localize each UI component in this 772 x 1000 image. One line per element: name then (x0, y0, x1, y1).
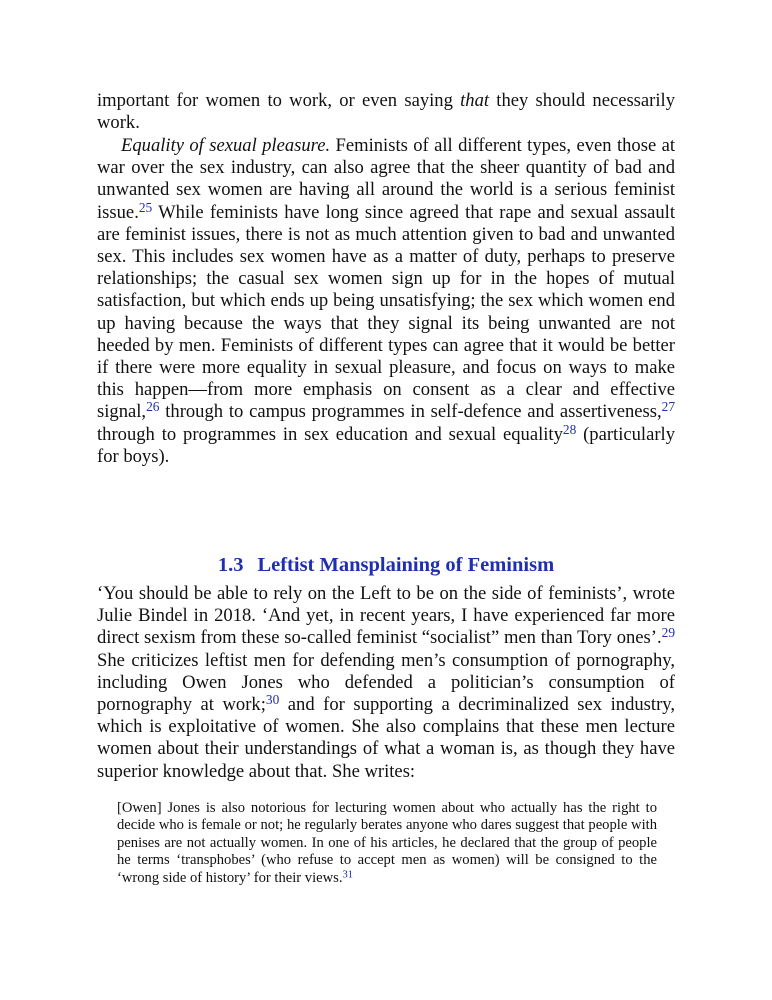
paragraph-text: through to programmes in sex education and sexual equality (97, 423, 563, 445)
section-heading (0, 554, 772, 577)
footnote-ref-29[interactable]: 29 (661, 625, 675, 641)
paragraph-text: they should necessarily work. (97, 90, 675, 134)
paragraph-text: and for supporting a decriminalized sex industry, which is exploitative of women. She also complains that these men lecture women about their understandings of what a woman is, as though they have superior knowledge about that. She writes: (97, 694, 675, 782)
emphasized-word: that (460, 90, 490, 111)
quote-text: [Owen] Jones is also notorious for lecturing women about who actually has the right to decide who is female or not; he regularly berates anyone who dares suggest that people with penises are not actually women. In one of his articles, he declared that the group of people he terms ‘transphobes’ (who refuse to accept men as women) will be consigned to the ‘wrong side of history’ for their views. (117, 800, 657, 886)
footnote-ref-31[interactable]: 31 (342, 868, 353, 880)
footnote-ref-27[interactable]: 27 (661, 399, 675, 415)
paragraph-text: through to campus programmes in self-defence and assertiveness, (159, 401, 662, 423)
section-number: 1.3 (217, 554, 244, 576)
paragraph-text: ‘You should be able to rely on the Left to be on the side of feminists’, wrote Julie Bindel in 2018. ‘And yet, in recent years, I have experienced far more direct sexism from these so-called feminist “socialist” men than Tory ones’. (97, 583, 675, 649)
paragraph-text: While feminists have long since agreed that rape and sexual assault are feminist issues, there is not as much attention given to bad and unwanted sex. This includes sex women have as a matter of duty, perhaps to preserve relationships; the casual sex women sign up for in the hopes of mutual satisfaction, but which ends up being unsatisfying; the sex which women end up having because the ways that they signal its being unwanted are not heeded by men. Feminists of different types can agree that it would be better if there were more equality in sexual pleasure, and focus on ways to make this happen—from more emphasis on consent as a clear and effective signal, (97, 201, 675, 423)
footnote-ref-30[interactable]: 30 (265, 692, 280, 707)
run-in-heading: Equality of sexual pleasure. (121, 135, 331, 156)
paragraph-text: (particularly for boys). (97, 423, 675, 467)
paragraph-text: She criticizes leftist men for defending men’s consumption of pornography, including Owen Jones who defended a politician’s consumption of pornography at work; (97, 649, 675, 716)
paragraph-text: important for women to work, or even saying (97, 90, 461, 111)
block-quote (117, 800, 657, 887)
paragraph-bindel (97, 583, 675, 783)
footnote-ref-28[interactable]: 28 (562, 421, 577, 437)
footnote-ref-26[interactable]: 26 (146, 399, 160, 415)
paragraph-sexual-pleasure (97, 135, 675, 468)
footnote-ref-25[interactable]: 25 (138, 199, 153, 215)
paragraph-continued (97, 90, 675, 134)
paragraph-text: Feminists of all different types, even those at war over the sex industry, can also agree that the sheer quantity of bad and unwanted sex women are having all around the world is a serious feminist issue. (97, 135, 676, 223)
section-title: Leftist Mansplaining of Feminism (257, 554, 555, 576)
